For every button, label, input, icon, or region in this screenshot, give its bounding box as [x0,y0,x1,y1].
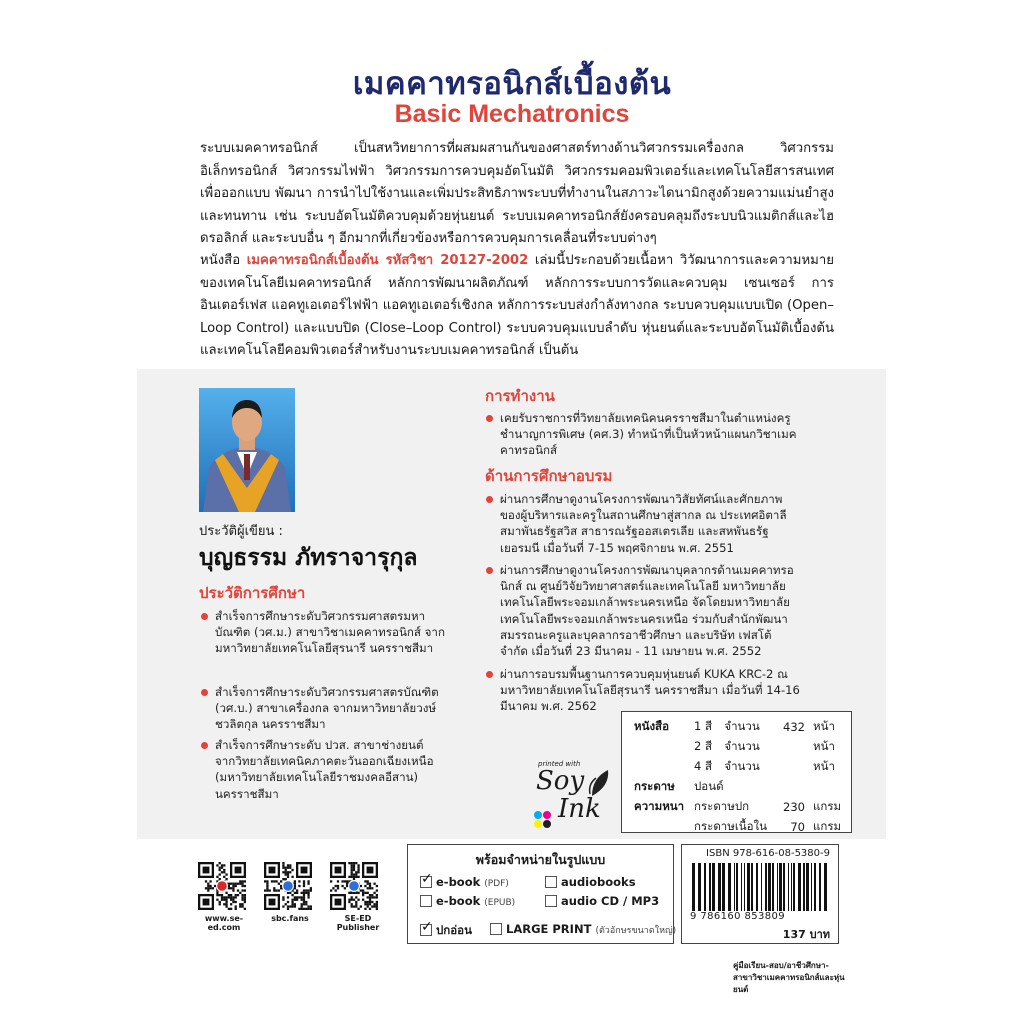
checkbox-icon[interactable] [545,876,557,888]
colors-cell: 1 สี [694,719,712,733]
checked-checkbox-icon[interactable] [420,924,432,936]
format-ebook-pdf[interactable] [420,875,509,889]
training-item-text: ผ่านการศึกษาดูงานโครงการพัฒนาบุคลากรด้านเมคคาทรอนิกส์ ณ ศูนย์วิจัยวิทยาศาสตร์และเทคโนโลยี มหาวิทยาลัยเทคโนโลยีพระจอมเกล้าพระนครเหนือ จัดโดยมหาวิทยาลัยเทคโนโลยีพระจอมเกล้าพระนครเหนือ ร่วมกับสำนักพัฒนาสมรรถนะครูและบุคลากรอาชีวศึกษา และบริษัท เฟสโต้ จำกัด เมื่อวันที่ 23 มีนาคม - 11 เมษายน พ.ศ. 2552 [500,563,794,659]
format-note: (ตัวอักษรขนาดใหญ่) [595,926,677,936]
education-item-text: สำเร็จการศึกษาระดับ ปวส. สาขาช่างยนต์ จากวิทยาลัยเทคนิคภาคตะวันออกเฉียงเหนือ (มหาวิทยาลัยเทคโนโลยีราชมงคลอีสาน) นครราชสีมา [215,738,434,801]
bullet-icon [486,567,493,574]
unit-cell: หน้า [813,739,835,753]
colors-cell: 4 สี [694,759,712,773]
education-item-text: สำเร็จการศึกษาระดับวิศวกรรมศาสตรมหาบัณฑิต (วศ.ม.) สาขาวิชาเมคคาทรอนิกส์ จากมหาวิทยาลัยเทคโนโลยีสุรนารี นครราชสีมา [215,609,445,656]
format-note: (EPUB) [484,898,516,908]
qr-code-block[interactable] [198,862,254,932]
format-large-print[interactable] [490,922,676,937]
isbn-text: ISBN 978-616-08-5380-9 [706,848,830,859]
barcode-digits: 9 786160 853809 [690,911,786,922]
format-audio-cd[interactable] [545,894,659,908]
specs-row [630,757,845,777]
paper-label: กระดาษ [634,779,675,793]
qr-code-block[interactable] [330,862,390,932]
format-paperback[interactable] [420,922,472,940]
formats-heading: พร้อมจำหน่ายในรูปแบบ [475,852,606,867]
specs-row [630,817,845,837]
category-line-2: สาขาวิชาเมคคาทรอนิกส์และหุ่นยนต์ [733,973,845,994]
education-item [215,608,445,657]
education-item [215,684,445,733]
checked-checkbox-icon[interactable] [420,876,432,888]
training-item [500,666,800,715]
leaf-icon [588,768,612,798]
print-specs-box [621,711,852,833]
course-code-highlight: เมคคาทรอนิกส์เบื้องต้น รหัสวิชา 20127-2002 [246,253,529,268]
qty-cell [771,737,809,757]
specs-row [630,797,845,817]
specs-row [630,737,845,757]
training-heading: ด้านการศึกษาอบรม [485,467,613,485]
bullet-icon [201,742,208,749]
cover-label: กระดาษปก [694,799,750,813]
qr-code-icon[interactable] [198,862,246,910]
checkbox-icon[interactable] [545,895,557,907]
description-paragraph-2 [200,250,834,363]
work-item [500,410,800,459]
paragraph-2-intro: หนังสือ [200,253,247,268]
unit-cell: หน้า [813,759,835,773]
book-label: หนังสือ [634,719,669,733]
work-heading: การทำงาน [485,387,555,405]
training-item [500,491,800,556]
format-label: audiobooks [561,875,636,889]
training-item-text: ผ่านการศึกษาดูงานโครงการพัฒนาวิสัยทัศน์และศักยภาพของผู้บริหารและครูในสถานศึกษาสู่สากล ณ ประเทศอิตาลี สมาพันธรัฐสวิส สาธารณรัฐออสเตรเลีย และสหพันธรัฐเยอรมนี เมื่อวันที่ 7-15 พฤศจิกายน พ.ศ. 2551 [500,492,787,555]
bullet-icon [201,689,208,696]
inner-value: 70 [790,820,805,834]
soy-ink-small-text: printed with [538,760,581,768]
format-audiobooks[interactable] [545,875,636,889]
qr-code-icon[interactable] [264,862,312,910]
unit-cell: หน้า [813,719,835,733]
paper-value: ปอนด์ [694,779,724,793]
qr-caption: SE-ED Publisher [336,914,380,932]
qty-label-cell: จำนวน [724,719,760,733]
qty-label-cell: จำนวน [724,759,760,773]
thickness-label: ความหนา [634,799,685,813]
education-item-text: สำเร็จการศึกษาระดับวิศวกรรมศาสตรบัณฑิต (วศ.บ.) สาขาเครื่องกล จากมหาวิทยาลัยวงษ์ชวลิตกุล นครราชสีมา [215,685,439,732]
weight-unit: แกรม [813,819,842,833]
bullet-icon [486,671,493,678]
training-item [500,562,800,659]
bullet-icon [486,415,493,422]
education-heading: ประวัติการศึกษา [199,584,306,602]
qr-code-icon[interactable] [330,862,378,910]
inner-label: กระดาษเนื้อใน [694,819,767,833]
author-name: บุญธรรม ภัทราจารุกุล [199,545,418,571]
description-paragraph-1: ระบบเมคคาทรอนิกส์ เป็นสหวิทยาการที่ผสมผสานกันของศาสตร์ทางด้านวิศวกรรมเครื่องกล วิศวกรรมอิเล็กทรอนิกส์ วิศวกรรมไฟฟ้า วิศวกรรมการควบคุมอัตโนมัติ วิศวกรรมคอมพิวเตอร์และเทคโนโลยีสารสนเทศ เพื่อออกแบบ พัฒนา การนำไปใช้งานและเพิ่มประสิทธิภาพระบบที่ทำงานในสภาวะไดนามิกสูงด้วยความแม่นยำสูงและทนทาน เช่น ระบบอัตโนมัติควบคุมด้วยหุ่นยนต์ ระบบเมคคาทรอนิกส์ยังครอบคลุมถึงระบบนิวแมติกส์และไฮดรอลิกส์ และระบบอื่น ๆ อีกมากที่เกี่ยวข้องหรือการควบคุมการเคลื่อนที่ระบบต่างๆ [200,141,834,246]
author-photo [199,388,295,512]
book-title-thai: เมคคาทรอนิกส์เบื้องต้น [352,66,672,102]
format-note: (PDF) [484,879,509,889]
price-label: 137 บาท [782,928,830,941]
format-label: audio CD / MP3 [561,894,660,908]
format-label: e-book [436,894,481,908]
format-label: e-book [436,875,481,889]
bullet-icon [201,613,208,620]
soy-ink-soy-text: Soy [536,766,585,796]
category-line-1: คู่มือเรียน-สอบ/อาชีวศึกษา- [733,961,829,970]
weight-unit: แกรม [813,799,842,813]
checkbox-icon[interactable] [420,895,432,907]
work-item-text: เคยรับราชการที่วิทยาลัยเทคนิคนครราชสีมาในตำแหน่งครูชำนาญการพิเศษ (คศ.3) ทำหน้าที่เป็นหัวหน้าแผนกวิชาเมคคาทรอนิกส์ [500,411,797,458]
format-label: ปกอ่อน [436,923,472,937]
format-label: LARGE PRINT [506,922,592,936]
print-specs-table [630,717,845,837]
isbn-barcode-box [681,844,839,944]
qty-cell: 432 [783,720,805,734]
qty-cell [771,757,809,777]
colors-cell: 2 สี [694,739,712,753]
soy-ink-ink-text: Ink [558,794,601,824]
checkbox-icon[interactable] [490,923,502,935]
qr-caption: www.se-ed.com [204,914,244,932]
specs-row [630,777,845,797]
specs-row [630,717,845,737]
barcode-icon [690,863,830,911]
paragraph-2-body: เล่มนี้ประกอบด้วยเนื้อหา วิวัฒนาการและความหมายของเทคโนโลยีเมคคาทรอนิกส์ หลักการพัฒนาผลิตภัณฑ์ หลักการระบบการวัดและควบคุม เซนเซอร์ การอินเตอร์เฟส แอคทูเอเตอร์ไฟฟ้า แอคทูเอเตอร์เชิงกล หลักการระบบส่งกำลังทางกล ระบบควบคุมแบบเปิด (Open–Loop Control) และแบบปิด (Close–Loop Control) ระบบควบคุมแบบลำดับ หุ่นยนต์และระบบอัตโนมัติเบื้องต้น และเทคโนโลยีคอมพิวเตอร์สำหรับงานระบบเมคคาทรอนิกส์ เป็นต้น [200,253,834,358]
format-ebook-epub[interactable] [420,894,515,908]
available-formats-box [407,844,677,944]
book-title-english: Basic Mechatronics [394,100,630,128]
book-category [733,960,845,996]
qr-caption: sbc.fans [271,914,309,923]
bullet-icon [486,496,493,503]
soy-ink-logo [532,760,612,836]
cover-value: 230 [783,800,805,814]
training-item-text: ผ่านการอบรมพื้นฐานการควบคุมหุ่นยนต์ KUKA KRC-2 ณ มหาวิทยาลัยเทคโนโลยีสุรนารี นครราชสีมา เมื่อวันที่ 14-16 มีนาคม พ.ศ. 2562 [500,667,800,714]
education-item [215,737,445,802]
qty-label-cell: จำนวน [724,739,760,753]
author-label: ประวัติผู้เขียน : [199,524,283,539]
cmyk-dots-icon [532,810,556,830]
qr-code-block[interactable] [264,862,320,923]
